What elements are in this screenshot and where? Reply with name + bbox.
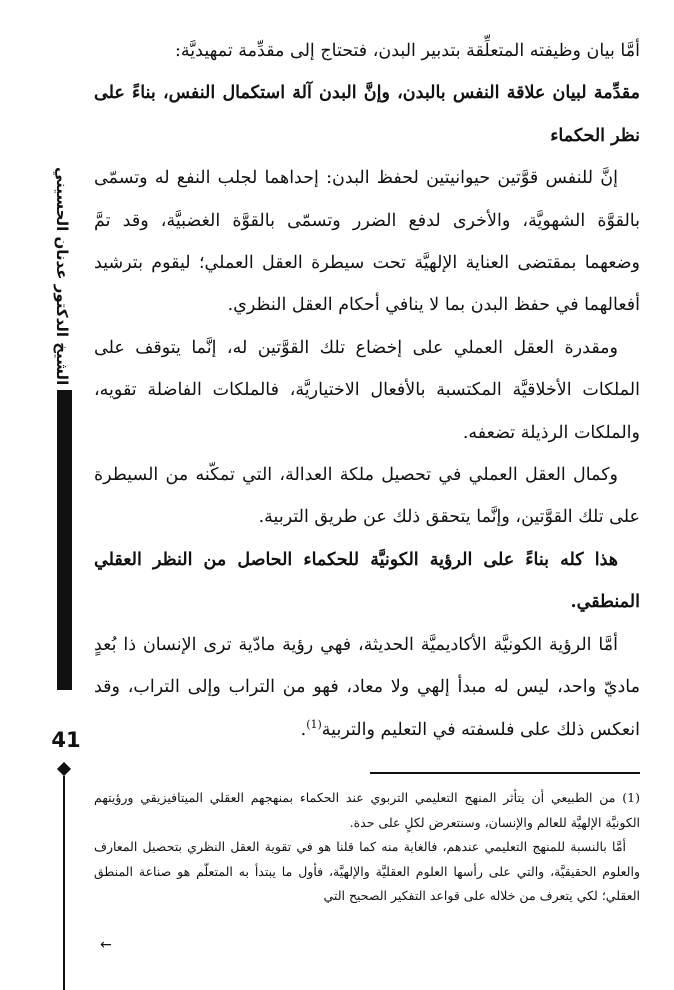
author-name: الشيخ الدكتور عدنان الحسيني (53, 166, 71, 385)
sidebar-vertical-rule (63, 776, 65, 990)
paragraph-modern-worldview-text: أمَّا الرؤية الكونيَّة الأكاديميَّة الحديثة، فهي رؤية مادّية ترى الإنسان ذا بُعدٍ ماديّ واحد، ليس له مبدأ إلهي ولا معاد، فهو من التراب وإلى التراب، وقد انعكس ذلك على فلسفته في التعليم والتربية (94, 634, 640, 740)
paragraph-justice: وكمال العقل العملي في تحصيل ملكة العدالة، التي تمكّنه من السيطرة على تلك القوَّتين، وإنَّما يتحقق ذلك عن طريق التربية. (94, 465, 640, 528)
footnote-1: (1) من الطبيعي أن يتأثر المنهج التعليمي التربوي عند الحكماء بمنهجهم العقلي الميتافيزيقي ورؤيتهم الكونيَّة الإلهيَّة للعالم والإنسان، وسنتعرض لكلٍ على حدة. (94, 790, 641, 830)
paragraph-end-punctuation: . (300, 719, 307, 740)
footnote-separator (370, 772, 640, 774)
diamond-ornament-icon (57, 762, 71, 776)
paragraph-practical-intellect: ومقدرة العقل العملي على إخضاع تلك القوَّتين له، إنَّما يتوقف على الملكات الأخلاقيَّة المكتسبة بالأفعال الاختياريَّة، فالملكات الفاضلة تقويه، والملكات الرذيلة تضعفه. (94, 337, 640, 443)
paragraph-intro: أمَّا بيان وظيفته المتعلِّقة بتدبير البدن، فتحتاج إلى مقدِّمة تمهيديَّة: (175, 41, 640, 61)
continuation-arrow-icon: ← (100, 937, 112, 953)
body-text (94, 30, 640, 751)
heading-soul-body-relation: مقدِّمة لبيان علاقة النفس بالبدن، وإنَّ البدن آلة استكمال النفس، بناءً على نظر الحكماء (94, 83, 640, 146)
footnote-reference[interactable]: (1) (306, 717, 322, 731)
paragraph-modern-worldview (94, 624, 640, 751)
heading-worldview: هذا كله بناءً على الرؤية الكونيَّة للحكماء الحاصل من النظر العقلي المنطقي. (94, 549, 640, 613)
sidebar (22, 0, 81, 990)
paragraph-two-powers: إنَّ للنفس قوَّتين حيوانيتين لحفظ البدن: إحداهما لجلب النفع له وتسمّى بالقوَّة الشهويَّة، والأخرى لدفع الضرر وتسمّى بالقوَّة الغضبيَّة، وقد تمَّ وضعهما بمقتضى العناية الإلهيَّة تحت سيطرة العقل العملي؛ ليقوم بترشيد أفعالهما في حفظ البدن بما لا ينافي أحكام العقل النظري. (94, 168, 640, 316)
footnotes (94, 786, 640, 909)
page-number: 41 (51, 728, 81, 752)
footnote-1-continued: أمَّا بالنسبة للمنهج التعليمي عندهم، فالغاية منه كما قلنا هو في تقوية العقل النظري بتحصيل المعارف والعلوم الحقيقيَّة، والتي على رأسها العلوم العقليَّة والإلهيَّة، فأول ما يبتدأ به المتعلّم هو صناعة المنطق العقلي؛ لكي يتعرف من خلاله على قواعد التفكير الصحيح التي (94, 839, 640, 904)
sidebar-black-bar (57, 390, 72, 690)
